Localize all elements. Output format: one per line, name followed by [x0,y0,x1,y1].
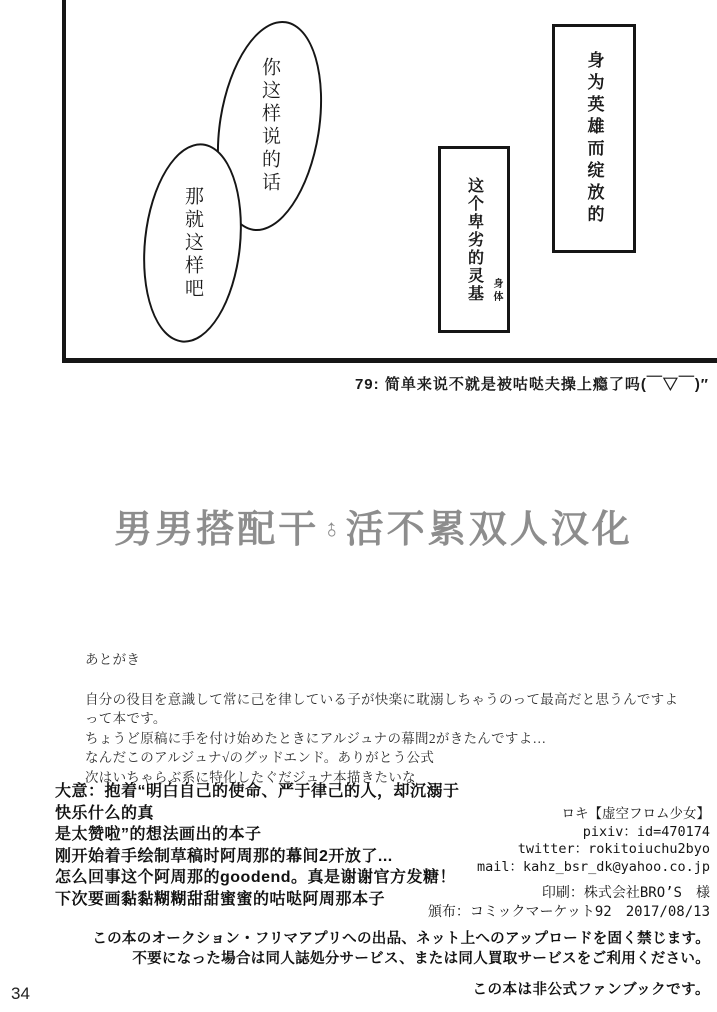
narration-box-spirit-origin [438,146,510,333]
author-twitter-handle: twitter：rokitoiuchu2byo [517,841,710,857]
chinese-summary-section [55,781,475,910]
title-prefix: 男男搭配干 [114,509,320,551]
chinese-summary-line: 刚开始着手绘制草稿时阿周那的幕间2开放了... [55,847,393,865]
ruby-annotation-body: 身体 [491,278,502,304]
panel-caption: 79: 简单来说不就是被咕哒夫操上瘾了吗(￣▽￣)″ [354,376,709,393]
panel-left-border [62,0,66,363]
afterword-line: って本です。 [85,711,167,726]
page-number: 34 [11,984,30,1003]
speech-bubble-1-text: 你这样说的话 [259,57,280,195]
publication-info [428,884,710,922]
afterword-line: 自分の役目を意識して常に己を律している子が快楽に耽溺しちゃうのって最高だと思うんですよ [85,691,679,707]
distribution-info: 頒布：コミックマーケット92 2017/08/13 [427,904,710,920]
chinese-summary-line: 下次要画黏黏糊糊甜甜蜜蜜的咕哒阿周那本子 [55,890,386,908]
printer-info: 印刷：株式会社BRO’S 様 [541,885,710,901]
afterword-line: なんだこのアルジュナ√のグッドエンド。ありがとう公式 [85,750,435,765]
title-suffix: 活不累双人汉化 [345,509,633,551]
chinese-summary-line: 是太赞啦”的想法画出的本子 [55,826,262,843]
afterword-line: ちょうど原稿に手を付け始めたときにアルジュナの幕間2がきたんですよ… [85,730,547,746]
male-symbol-icon: ♂ [313,509,351,547]
panel-bottom-border [62,358,717,363]
afterword-section [85,650,678,787]
author-mail-address: mail：kahz_bsr_dk@yahoo.co.jp [477,858,710,875]
author-pixiv-id: pixiv：id=470174 [582,823,710,840]
afterword-line: 次はいちゃらぶ系に特化したぐだジュナ本描きたいな [85,769,416,785]
chinese-summary-line: 大意：抱着“明白自己的使命、严于律己的人，却沉溺于快乐什么的真 [55,783,460,822]
narration-box-hero [552,24,636,253]
translation-group-title [30,498,717,553]
chinese-summary-line: 怎么回事这个阿周那的goodend。真是谢谢官方发糖！ [55,869,457,886]
narration-box-spirit-origin-text: 这个卑劣的灵基 [465,176,483,303]
author-circle-name: ロキ【虚空フロム少女】 [561,806,710,822]
prohibition-notice-line: 不要になった場合は同人誌処分サービス、または同人買取サービスをご利用ください。 [132,951,710,967]
afterword-heading: あとがき [85,652,141,667]
prohibition-notice-line: この本のオークション・フリマアプリへの出品、ネット上へのアップロードを固く禁じます。 [92,931,710,947]
prohibition-notice [92,929,710,969]
narration-box-hero-text: 身为英雄而绽放的 [584,50,604,227]
speech-bubble-2-text: 那就这样吧 [182,185,203,301]
author-credits [477,806,710,876]
unofficial-fanbook-note: この本は非公式ファンブックです。 [472,982,710,998]
